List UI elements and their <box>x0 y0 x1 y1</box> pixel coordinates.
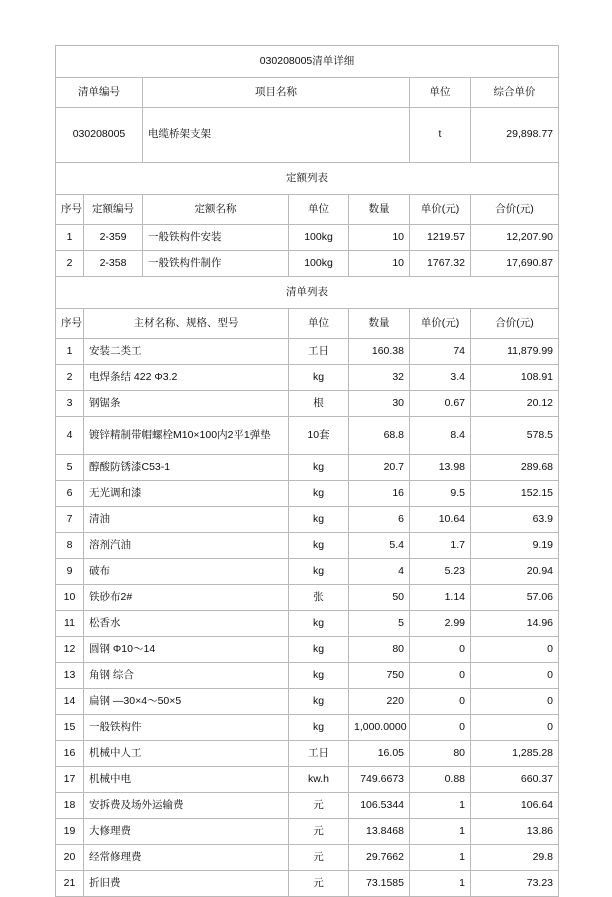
list-name: 机械中人工 <box>84 741 289 767</box>
list-unit-price: 0 <box>410 637 471 663</box>
list-unit: kg <box>289 689 349 715</box>
table-row <box>56 559 559 585</box>
quantity-detail-table <box>55 45 559 897</box>
table-row <box>56 663 559 689</box>
list-qty: 750 <box>349 663 410 689</box>
list-unit: kg <box>289 637 349 663</box>
list-seq: 21 <box>56 871 84 897</box>
list-unit-price: 5.23 <box>410 559 471 585</box>
list-name: 安装二类工 <box>84 339 289 365</box>
list-qty: 5 <box>349 611 410 637</box>
list-qty: 20.7 <box>349 455 410 481</box>
list-unit-price: 1 <box>410 819 471 845</box>
list-unit-price: 1 <box>410 845 471 871</box>
list-name: 无光调和漆 <box>84 481 289 507</box>
item-detail-row <box>56 108 559 163</box>
list-name: 松香水 <box>84 611 289 637</box>
quota-header-name: 定额名称 <box>143 195 289 225</box>
list-seq: 13 <box>56 663 84 689</box>
table-row <box>56 391 559 417</box>
list-seq: 4 <box>56 417 84 455</box>
list-total-price: 20.12 <box>471 391 559 417</box>
list-unit: kg <box>289 533 349 559</box>
list-qty: 30 <box>349 391 410 417</box>
item-header-name: 项目名称 <box>143 78 410 108</box>
item-header-code: 清单编号 <box>56 78 143 108</box>
quota-total-price: 17,690.87 <box>471 251 559 277</box>
list-total-price: 29.8 <box>471 845 559 871</box>
list-qty: 50 <box>349 585 410 611</box>
list-total-price: 14.96 <box>471 611 559 637</box>
list-name: 铁砂布2# <box>84 585 289 611</box>
quota-qty: 10 <box>349 251 410 277</box>
list-total-price: 108.91 <box>471 365 559 391</box>
list-name: 醇酸防锈漆C53-1 <box>84 455 289 481</box>
list-seq: 16 <box>56 741 84 767</box>
list-qty: 5.4 <box>349 533 410 559</box>
list-unit-price: 0 <box>410 715 471 741</box>
list-seq: 7 <box>56 507 84 533</box>
list-unit-price: 1 <box>410 871 471 897</box>
quota-header-total-price: 合价(元) <box>471 195 559 225</box>
list-qty: 73.1585 <box>349 871 410 897</box>
list-total-price: 13.86 <box>471 819 559 845</box>
list-unit: 10套 <box>289 417 349 455</box>
list-total-price: 20.94 <box>471 559 559 585</box>
table-row <box>56 637 559 663</box>
table-row <box>56 365 559 391</box>
list-unit: 元 <box>289 845 349 871</box>
table-row <box>56 225 559 251</box>
list-unit-price: 8.4 <box>410 417 471 455</box>
list-unit: kw.h <box>289 767 349 793</box>
list-name: 圆钢 Φ10～14 <box>84 637 289 663</box>
quota-unit: 100kg <box>289 225 349 251</box>
list-unit-price: 10.64 <box>410 507 471 533</box>
list-unit-price: 3.4 <box>410 365 471 391</box>
list-header-unit-price: 单价(元) <box>410 309 471 339</box>
item-unit: t <box>410 108 471 163</box>
table-row <box>56 481 559 507</box>
list-header-row <box>56 309 559 339</box>
list-name: 清油 <box>84 507 289 533</box>
list-total-price: 73.23 <box>471 871 559 897</box>
list-seq: 12 <box>56 637 84 663</box>
list-unit: kg <box>289 481 349 507</box>
list-total-price: 0 <box>471 663 559 689</box>
table-row <box>56 741 559 767</box>
document-banner-row <box>56 46 559 78</box>
list-unit: kg <box>289 715 349 741</box>
list-name: 一般铁构件 <box>84 715 289 741</box>
table-row <box>56 845 559 871</box>
table-row <box>56 689 559 715</box>
list-qty: 4 <box>349 559 410 585</box>
list-total-price: 0 <box>471 637 559 663</box>
list-total-price: 152.15 <box>471 481 559 507</box>
list-seq: 20 <box>56 845 84 871</box>
list-unit-price: 1 <box>410 793 471 819</box>
quota-name: 一般铁构件制作 <box>143 251 289 277</box>
quota-code: 2-358 <box>84 251 143 277</box>
list-name: 角钢 综合 <box>84 663 289 689</box>
list-name: 折旧费 <box>84 871 289 897</box>
list-unit: kg <box>289 663 349 689</box>
quota-header-seq: 序号 <box>56 195 84 225</box>
table-row <box>56 417 559 455</box>
list-total-price: 660.37 <box>471 767 559 793</box>
quota-total-price: 12,207.90 <box>471 225 559 251</box>
list-qty: 13.8468 <box>349 819 410 845</box>
table-body <box>56 46 559 897</box>
list-seq: 3 <box>56 391 84 417</box>
list-total-price: 578.5 <box>471 417 559 455</box>
list-seq: 11 <box>56 611 84 637</box>
list-qty: 80 <box>349 637 410 663</box>
list-unit: 工日 <box>289 741 349 767</box>
list-total-price: 0 <box>471 715 559 741</box>
list-total-price: 1,285.28 <box>471 741 559 767</box>
quota-section-title: 定额列表 <box>56 163 559 195</box>
list-name: 溶剂汽油 <box>84 533 289 559</box>
list-header-qty: 数量 <box>349 309 410 339</box>
item-code: 030208005 <box>56 108 143 163</box>
list-name: 钢锯条 <box>84 391 289 417</box>
list-unit: 根 <box>289 391 349 417</box>
list-total-price: 11,879.99 <box>471 339 559 365</box>
list-seq: 9 <box>56 559 84 585</box>
quota-header-qty: 数量 <box>349 195 410 225</box>
quota-header-row <box>56 195 559 225</box>
list-unit-price: 1.14 <box>410 585 471 611</box>
list-seq: 19 <box>56 819 84 845</box>
list-unit: 工日 <box>289 339 349 365</box>
list-unit-price: 0 <box>410 663 471 689</box>
quota-unit-price: 1219.57 <box>410 225 471 251</box>
page-title: 030208005清单详细 <box>56 46 559 78</box>
list-qty: 68.8 <box>349 417 410 455</box>
quota-header-unit: 单位 <box>289 195 349 225</box>
list-qty: 29.7662 <box>349 845 410 871</box>
list-unit: kg <box>289 365 349 391</box>
list-seq: 14 <box>56 689 84 715</box>
list-unit-price: 0.67 <box>410 391 471 417</box>
table-row <box>56 533 559 559</box>
list-name: 镀锌精制带帽螺栓M10×100内2平1弹垫 <box>84 417 289 455</box>
quota-code: 2-359 <box>84 225 143 251</box>
list-qty: 220 <box>349 689 410 715</box>
list-total-price: 0 <box>471 689 559 715</box>
list-name: 大修理费 <box>84 819 289 845</box>
item-header-unit: 单位 <box>410 78 471 108</box>
list-name: 破布 <box>84 559 289 585</box>
table-row <box>56 819 559 845</box>
list-unit: 张 <box>289 585 349 611</box>
list-qty: 160.38 <box>349 339 410 365</box>
list-unit: 元 <box>289 871 349 897</box>
list-header-seq: 序号 <box>56 309 84 339</box>
list-unit-price: 1.7 <box>410 533 471 559</box>
list-unit: kg <box>289 611 349 637</box>
list-total-price: 63.9 <box>471 507 559 533</box>
list-qty: 16.05 <box>349 741 410 767</box>
list-qty: 106.5344 <box>349 793 410 819</box>
list-seq: 10 <box>56 585 84 611</box>
quota-qty: 10 <box>349 225 410 251</box>
list-qty: 749.6673 <box>349 767 410 793</box>
list-total-price: 57.06 <box>471 585 559 611</box>
table-row <box>56 455 559 481</box>
quota-seq: 1 <box>56 225 84 251</box>
item-header-row <box>56 78 559 108</box>
item-header-price: 综合单价 <box>471 78 559 108</box>
list-name: 经常修理费 <box>84 845 289 871</box>
table-row <box>56 339 559 365</box>
list-unit-price: 80 <box>410 741 471 767</box>
list-section-title-row <box>56 277 559 309</box>
quota-seq: 2 <box>56 251 84 277</box>
list-name: 扁钢 —30×4～50×5 <box>84 689 289 715</box>
list-unit: 元 <box>289 819 349 845</box>
list-seq: 2 <box>56 365 84 391</box>
list-unit: kg <box>289 559 349 585</box>
list-seq: 1 <box>56 339 84 365</box>
table-row <box>56 767 559 793</box>
list-name: 电焊条结 422 Φ3.2 <box>84 365 289 391</box>
table-row <box>56 507 559 533</box>
list-section-title: 清单列表 <box>56 277 559 309</box>
table-row <box>56 611 559 637</box>
table-row <box>56 251 559 277</box>
list-unit-price: 13.98 <box>410 455 471 481</box>
list-seq: 6 <box>56 481 84 507</box>
quota-unit: 100kg <box>289 251 349 277</box>
list-seq: 18 <box>56 793 84 819</box>
list-header-unit: 单位 <box>289 309 349 339</box>
list-qty: 1,000.0000 <box>349 715 410 741</box>
quota-name: 一般铁构件安装 <box>143 225 289 251</box>
table-row <box>56 793 559 819</box>
table-row <box>56 715 559 741</box>
quota-section-title-row <box>56 163 559 195</box>
list-unit: 元 <box>289 793 349 819</box>
table-row <box>56 585 559 611</box>
list-total-price: 9.19 <box>471 533 559 559</box>
quota-header-code: 定额编号 <box>84 195 143 225</box>
list-unit-price: 74 <box>410 339 471 365</box>
list-header-name: 主材名称、规格、型号 <box>84 309 289 339</box>
list-qty: 6 <box>349 507 410 533</box>
list-name: 机械中电 <box>84 767 289 793</box>
list-header-total-price: 合价(元) <box>471 309 559 339</box>
list-seq: 8 <box>56 533 84 559</box>
list-qty: 16 <box>349 481 410 507</box>
list-unit: kg <box>289 455 349 481</box>
item-unit-price: 29,898.77 <box>471 108 559 163</box>
table-row <box>56 871 559 897</box>
list-qty: 32 <box>349 365 410 391</box>
list-unit-price: 0 <box>410 689 471 715</box>
list-seq: 5 <box>56 455 84 481</box>
list-unit-price: 0.88 <box>410 767 471 793</box>
list-seq: 15 <box>56 715 84 741</box>
list-total-price: 289.68 <box>471 455 559 481</box>
list-total-price: 106.64 <box>471 793 559 819</box>
quota-header-unit-price: 单价(元) <box>410 195 471 225</box>
list-unit: kg <box>289 507 349 533</box>
list-seq: 17 <box>56 767 84 793</box>
item-name: 电缆桥架支架 <box>143 108 410 163</box>
list-unit-price: 2.99 <box>410 611 471 637</box>
list-name: 安拆费及场外运输费 <box>84 793 289 819</box>
quota-unit-price: 1767.32 <box>410 251 471 277</box>
list-unit-price: 9.5 <box>410 481 471 507</box>
